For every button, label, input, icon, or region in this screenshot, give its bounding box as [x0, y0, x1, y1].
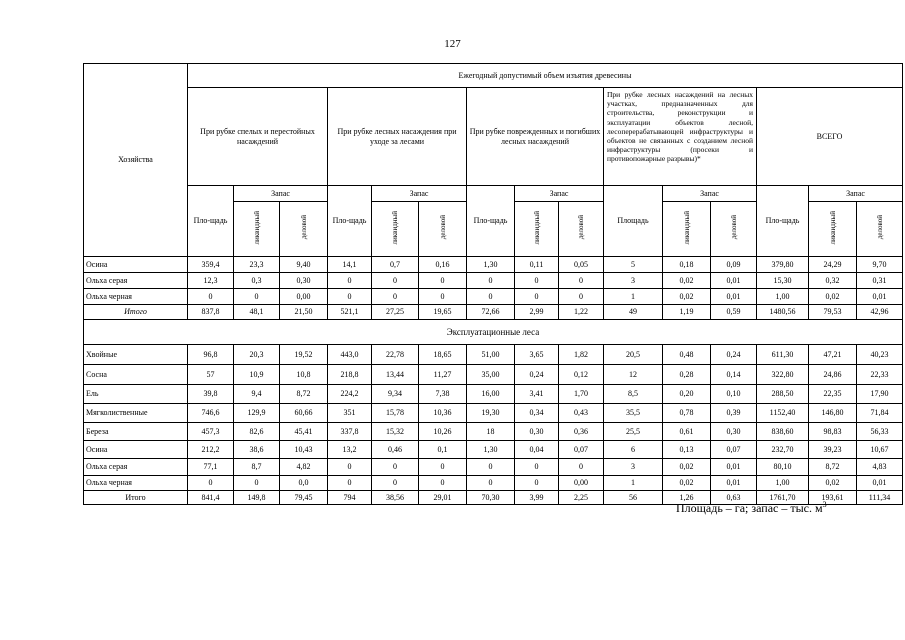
table-cell: 4,82	[280, 459, 328, 476]
table-row-total	[84, 305, 903, 320]
area-header-1: Пло-щадь	[188, 186, 234, 257]
table-cell: 0	[419, 476, 467, 491]
table-cell: 20,5	[604, 345, 663, 365]
header-row-groups	[84, 88, 903, 186]
table-cell: 212,2	[188, 441, 234, 459]
table-cell: 6	[604, 441, 663, 459]
business-label: деловой	[438, 215, 447, 240]
table-cell: 16,00	[467, 385, 515, 404]
table-cell: 351	[328, 404, 372, 423]
row-name: Мягколиственные	[84, 404, 188, 423]
row-name: Ольха серая	[84, 459, 188, 476]
table-row	[84, 365, 903, 385]
table-cell: 0,02	[663, 476, 711, 491]
table-cell: 443,0	[328, 345, 372, 365]
table-cell: 45,41	[280, 423, 328, 441]
table-cell: 12,3	[188, 273, 234, 289]
harvest-volume-table	[83, 63, 903, 505]
liquid-header	[809, 202, 857, 257]
table-cell: 1,26	[663, 491, 711, 505]
table-cell: 0,34	[515, 404, 559, 423]
table-cell: 3,99	[515, 491, 559, 505]
table-cell: 1761,70	[757, 491, 809, 505]
table-cell: 9,40	[280, 257, 328, 273]
table-cell: 0,3	[234, 273, 280, 289]
table-cell: 24,29	[809, 257, 857, 273]
group-header-4: При рубке лесных насаждений на лесных участках, предназначенных для строительства, реконструкции и эксплуатации объектов лесной, лесоперерабатывающей инфраструктуры и объектов не связанных с созданием лесной инфраструктуры (просеки и противопожарные разрывы)*	[604, 88, 757, 186]
table-cell: 0,78	[663, 404, 711, 423]
table-cell: 51,00	[467, 345, 515, 365]
table-cell: 1,30	[467, 257, 515, 273]
table-cell: 0,28	[663, 365, 711, 385]
table-row	[84, 476, 903, 491]
table-cell: 18,65	[419, 345, 467, 365]
table-cell: 71,84	[857, 404, 903, 423]
table-cell: 1,30	[467, 441, 515, 459]
stock-header-5: Запас	[809, 186, 903, 202]
table-cell: 0	[234, 476, 280, 491]
table-cell: 0	[467, 476, 515, 491]
table-cell: 0,02	[809, 289, 857, 305]
table-cell: 0,01	[711, 289, 757, 305]
units-note	[676, 500, 827, 516]
table-cell: 70,30	[467, 491, 515, 505]
table-row	[84, 459, 903, 476]
table-row	[84, 404, 903, 423]
units-note-text: Площадь – га; запас – тыс. м	[676, 501, 823, 515]
table-cell: 794	[328, 491, 372, 505]
table-cell: 0,02	[663, 289, 711, 305]
row-name: Ольха черная	[84, 289, 188, 305]
liquid-header	[663, 202, 711, 257]
table-cell: 359,4	[188, 257, 234, 273]
table-cell: 9,34	[372, 385, 419, 404]
table-cell: 337,8	[328, 423, 372, 441]
table-cell: 0	[559, 289, 604, 305]
table-cell: 24,86	[809, 365, 857, 385]
table-cell: 56,33	[857, 423, 903, 441]
table-cell: 0	[515, 459, 559, 476]
table-cell: 40,23	[857, 345, 903, 365]
table-cell: 19,65	[419, 305, 467, 320]
table-cell: 0	[328, 273, 372, 289]
liquid-label: ликвидный	[391, 210, 399, 245]
table-cell: 0	[559, 273, 604, 289]
stock-header-1: Запас	[234, 186, 328, 202]
row-name: Осина	[84, 441, 188, 459]
table-cell: 837,8	[188, 305, 234, 320]
table-cell: 10,8	[280, 365, 328, 385]
table-cell: 0	[515, 289, 559, 305]
table-cell: 0,07	[559, 441, 604, 459]
table-cell: 193,61	[809, 491, 857, 505]
table-cell: 35,00	[467, 365, 515, 385]
business-label: деловой	[577, 215, 585, 240]
table-cell: 0	[328, 476, 372, 491]
table-cell: 0,32	[809, 273, 857, 289]
table-cell: 29,01	[419, 491, 467, 505]
business-label: деловой	[299, 215, 308, 240]
table-cell: 82,6	[234, 423, 280, 441]
table-cell: 10,67	[857, 441, 903, 459]
table-cell: 0,1	[419, 441, 467, 459]
table-cell: 841,4	[188, 491, 234, 505]
row-name: Итого	[84, 305, 188, 320]
table-row	[84, 257, 903, 273]
row-name: Ель	[84, 385, 188, 404]
table-cell: 0,43	[559, 404, 604, 423]
table-cell: 10,9	[234, 365, 280, 385]
table-cell: 746,6	[188, 404, 234, 423]
table-cell: 39,23	[809, 441, 857, 459]
table-cell: 0,24	[711, 345, 757, 365]
table-cell: 0,04	[515, 441, 559, 459]
table-cell: 322,80	[757, 365, 809, 385]
table-cell: 0	[188, 289, 234, 305]
area-header-5: Пло-щадь	[757, 186, 809, 257]
table-cell: 4,83	[857, 459, 903, 476]
table-cell: 0,00	[559, 476, 604, 491]
table-cell: 0	[515, 273, 559, 289]
table-cell: 0	[419, 273, 467, 289]
table-row	[84, 273, 903, 289]
table-cell: 0,01	[711, 273, 757, 289]
table-cell: 0,14	[711, 365, 757, 385]
table-cell: 5	[604, 257, 663, 273]
table-cell: 0	[419, 289, 467, 305]
table-row	[84, 423, 903, 441]
table-cell: 0	[372, 289, 419, 305]
table-cell: 25,5	[604, 423, 663, 441]
table-cell: 0,13	[663, 441, 711, 459]
table-cell: 80,10	[757, 459, 809, 476]
table-cell: 0	[467, 459, 515, 476]
table-cell: 0,39	[711, 404, 757, 423]
business-header	[280, 202, 328, 257]
table-cell: 0,18	[663, 257, 711, 273]
table-cell: 0,24	[515, 365, 559, 385]
stock-header-4: Запас	[663, 186, 757, 202]
table-cell: 15,78	[372, 404, 419, 423]
business-header	[419, 202, 467, 257]
table-row	[84, 385, 903, 404]
table-cell: 38,56	[372, 491, 419, 505]
table-cell: 0	[515, 476, 559, 491]
table-cell: 22,33	[857, 365, 903, 385]
table-cell: 129,9	[234, 404, 280, 423]
table-cell: 20,3	[234, 345, 280, 365]
table-cell: 0,0	[280, 476, 328, 491]
table-cell: 0,30	[711, 423, 757, 441]
col-header-farms-label: Хозяйства	[118, 155, 153, 164]
liquid-label: ликвидный	[532, 210, 541, 245]
table-cell: 19,30	[467, 404, 515, 423]
table-cell: 19,52	[280, 345, 328, 365]
stock-header-2: Запас	[372, 186, 467, 202]
table-cell: 42,96	[857, 305, 903, 320]
area-header-4: Площадь	[604, 186, 663, 257]
table-cell: 0,01	[857, 289, 903, 305]
row-name: Береза	[84, 423, 188, 441]
table-cell: 2,25	[559, 491, 604, 505]
table-cell: 0,59	[711, 305, 757, 320]
table-cell: 8,7	[234, 459, 280, 476]
table-cell: 0	[234, 289, 280, 305]
table-cell: 0,00	[280, 289, 328, 305]
table-cell: 17,90	[857, 385, 903, 404]
table-cell: 0,01	[711, 459, 757, 476]
section-title: Эксплуатационные леса	[84, 320, 903, 345]
table-cell: 12	[604, 365, 663, 385]
table-cell: 611,30	[757, 345, 809, 365]
table-cell: 77,1	[188, 459, 234, 476]
section-title-row	[84, 320, 903, 345]
table-cell: 0,10	[711, 385, 757, 404]
row-name: Ольха черная	[84, 476, 188, 491]
table-cell: 1,00	[757, 476, 809, 491]
business-header	[711, 202, 757, 257]
table-cell: 0,02	[663, 459, 711, 476]
table-cell: 0,31	[857, 273, 903, 289]
table-cell: 60,66	[280, 404, 328, 423]
table-cell: 57	[188, 365, 234, 385]
table-cell: 14,1	[328, 257, 372, 273]
table-cell: 0	[467, 289, 515, 305]
business-header	[559, 202, 604, 257]
table-row	[84, 345, 903, 365]
stock-header-3: Запас	[515, 186, 604, 202]
table-cell: 22,35	[809, 385, 857, 404]
table-cell: 96,8	[188, 345, 234, 365]
table-cell: 13,44	[372, 365, 419, 385]
table-cell: 0	[372, 476, 419, 491]
table-cell: 9,4	[234, 385, 280, 404]
header-row-main	[84, 64, 903, 88]
col-header-main: Ежегодный допустимый объем изъятия древесины	[188, 64, 903, 88]
table-cell: 18	[467, 423, 515, 441]
group-header-3: При рубке поврежденных и погибших лесных насаждений	[467, 88, 604, 186]
row-name: Итого	[84, 491, 188, 505]
table-cell: 1480,56	[757, 305, 809, 320]
table-cell: 0	[372, 459, 419, 476]
table-cell: 9,70	[857, 257, 903, 273]
table-cell: 1,82	[559, 345, 604, 365]
table-cell: 13,2	[328, 441, 372, 459]
table-cell: 1	[604, 476, 663, 491]
table-cell: 98,83	[809, 423, 857, 441]
table-cell: 0,09	[711, 257, 757, 273]
table-cell: 10,43	[280, 441, 328, 459]
row-name: Ольха серая	[84, 273, 188, 289]
table-cell: 149,8	[234, 491, 280, 505]
table-cell: 0,02	[809, 476, 857, 491]
table-cell: 8,72	[280, 385, 328, 404]
table-cell: 379,80	[757, 257, 809, 273]
table-cell: 1	[604, 289, 663, 305]
row-name: Хвойные	[84, 345, 188, 365]
table-cell: 0,12	[559, 365, 604, 385]
table-cell: 0,20	[663, 385, 711, 404]
area-header-2: Пло-щадь	[328, 186, 372, 257]
row-name: Осина	[84, 257, 188, 273]
row-name: Сосна	[84, 365, 188, 385]
table-cell: 457,3	[188, 423, 234, 441]
page-number: 127	[444, 38, 461, 50]
table-cell: 1,19	[663, 305, 711, 320]
liquid-header	[515, 202, 559, 257]
table-cell: 0,30	[280, 273, 328, 289]
table-cell: 8,5	[604, 385, 663, 404]
table-cell: 3	[604, 273, 663, 289]
table-cell: 521,1	[328, 305, 372, 320]
table-cell: 0,61	[663, 423, 711, 441]
group-header-5: ВСЕГО	[757, 88, 903, 186]
units-note-sup: 3	[822, 500, 827, 509]
table-cell: 0,05	[559, 257, 604, 273]
table-cell: 0	[467, 273, 515, 289]
table-cell: 288,50	[757, 385, 809, 404]
table-cell: 23,3	[234, 257, 280, 273]
liquid-header	[234, 202, 280, 257]
table-cell: 224,2	[328, 385, 372, 404]
col-header-farms	[84, 64, 188, 257]
table-cell: 0,16	[419, 257, 467, 273]
table-cell: 15,30	[757, 273, 809, 289]
table-cell: 10,36	[419, 404, 467, 423]
table-row	[84, 289, 903, 305]
table-cell: 38,6	[234, 441, 280, 459]
table-cell: 838,60	[757, 423, 809, 441]
table-cell: 0	[188, 476, 234, 491]
group-header-1: При рубке спелых и перестойных насаждений	[188, 88, 328, 186]
liquid-label: ликвидный	[682, 210, 691, 245]
table-cell: 79,53	[809, 305, 857, 320]
table-cell: 0,63	[711, 491, 757, 505]
liquid-label: ликвидный	[828, 210, 837, 245]
table-cell: 3,41	[515, 385, 559, 404]
table-cell: 79,45	[280, 491, 328, 505]
business-label: деловой	[729, 215, 738, 240]
business-label: деловой	[875, 215, 884, 240]
table-cell: 111,34	[857, 491, 903, 505]
table-cell: 15,32	[372, 423, 419, 441]
table-cell: 0,02	[663, 273, 711, 289]
table-cell: 232,70	[757, 441, 809, 459]
table-cell: 1,00	[757, 289, 809, 305]
table-cell: 0,7	[372, 257, 419, 273]
table-cell: 2,99	[515, 305, 559, 320]
table-cell: 1,70	[559, 385, 604, 404]
table-cell: 35,5	[604, 404, 663, 423]
header-row-stock	[84, 186, 903, 202]
table-cell: 0	[328, 289, 372, 305]
table-cell: 0,48	[663, 345, 711, 365]
table-cell: 11,27	[419, 365, 467, 385]
table-cell: 218,8	[328, 365, 372, 385]
table-cell: 56	[604, 491, 663, 505]
table-cell: 0,30	[515, 423, 559, 441]
table-cell: 27,25	[372, 305, 419, 320]
business-header	[857, 202, 903, 257]
table-cell: 39,8	[188, 385, 234, 404]
table-cell: 1,22	[559, 305, 604, 320]
table-cell: 10,26	[419, 423, 467, 441]
table-cell: 8,72	[809, 459, 857, 476]
table-cell: 48,1	[234, 305, 280, 320]
table-cell: 3	[604, 459, 663, 476]
table-cell: 1152,40	[757, 404, 809, 423]
table-cell: 22,78	[372, 345, 419, 365]
table-cell: 0	[559, 459, 604, 476]
table-cell: 7,38	[419, 385, 467, 404]
group-header-2: При рубке лесных насаждения при уходе за лесами	[328, 88, 467, 186]
table-cell: 0,11	[515, 257, 559, 273]
table-cell: 0,36	[559, 423, 604, 441]
table-cell: 0	[419, 459, 467, 476]
table-row	[84, 441, 903, 459]
table-cell: 72,66	[467, 305, 515, 320]
table-cell: 21,50	[280, 305, 328, 320]
table-cell: 49	[604, 305, 663, 320]
table-cell: 0	[328, 459, 372, 476]
table-cell: 0	[372, 273, 419, 289]
table-cell: 0,01	[857, 476, 903, 491]
table-cell: 0,01	[711, 476, 757, 491]
table-cell: 0,46	[372, 441, 419, 459]
area-header-3: Пло-щадь	[467, 186, 515, 257]
liquid-header	[372, 202, 419, 257]
table-cell: 146,80	[809, 404, 857, 423]
table-cell: 3,65	[515, 345, 559, 365]
table-cell: 47,21	[809, 345, 857, 365]
table-cell: 0,07	[711, 441, 757, 459]
liquid-label: ликвидный	[252, 210, 261, 245]
